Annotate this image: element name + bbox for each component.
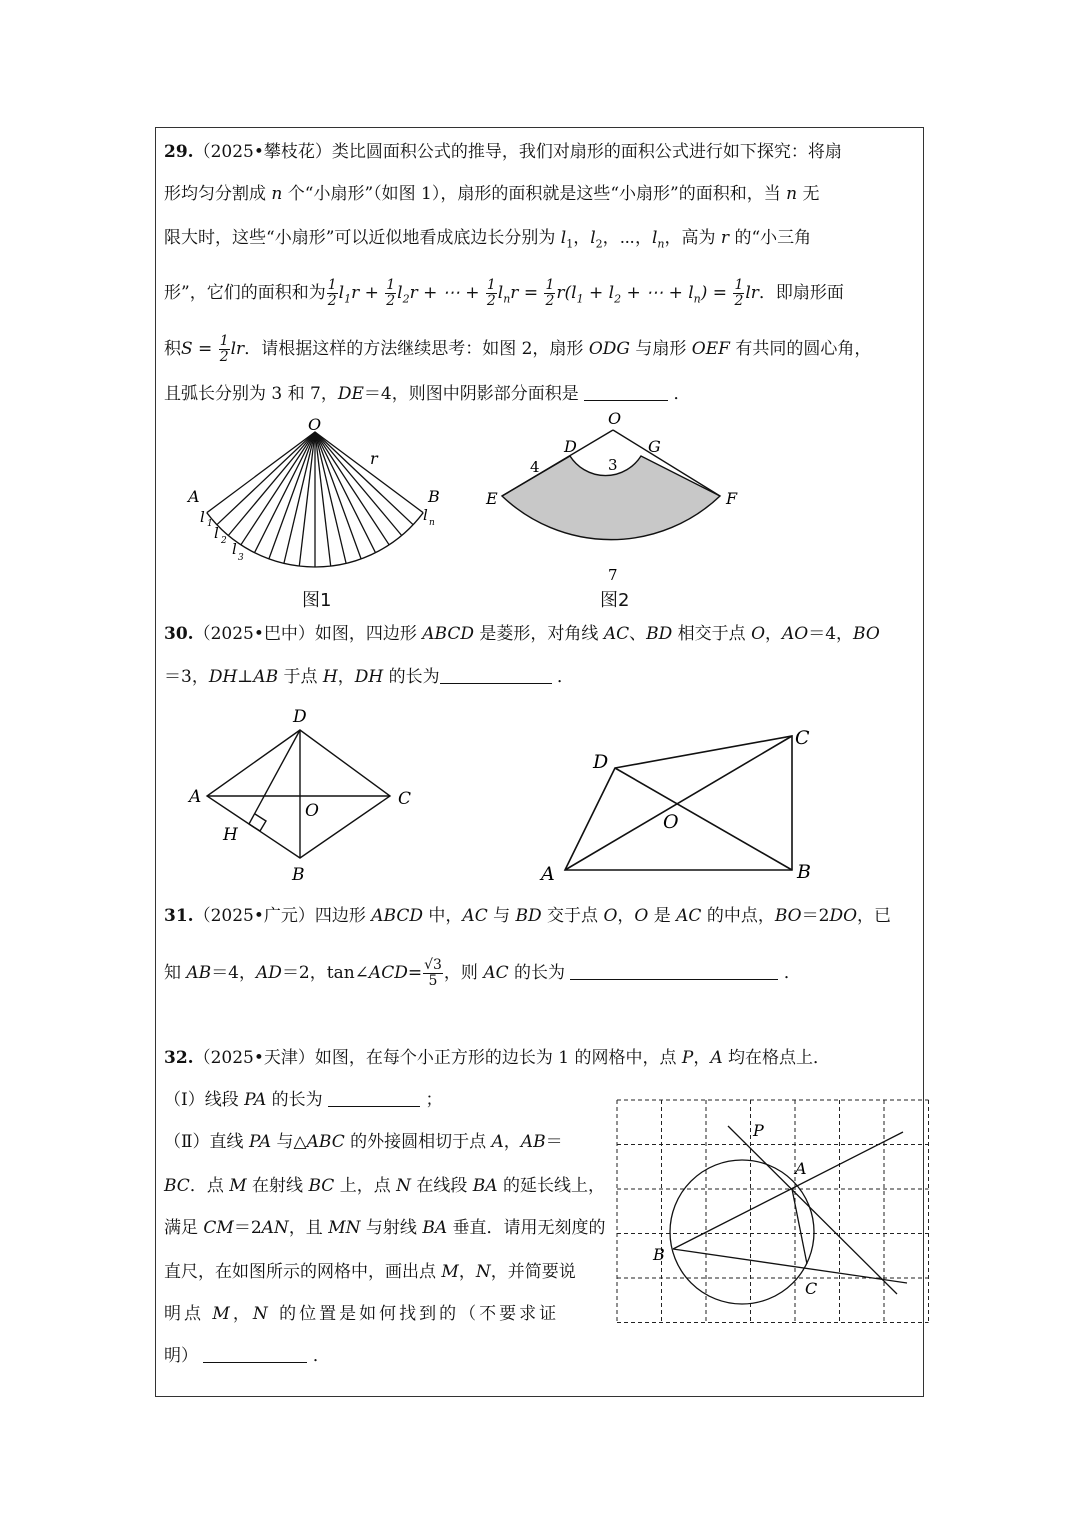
fig1-label-a: A bbox=[188, 487, 200, 506]
q29-formula: $\frac{1}{2}$ $l_1r$ + $\frac{1}{2}$ $l_2r$ + ⋯ + $\frac{1}{2}$ $l_nr$ = $\frac{1}{2}$ $r(l_1 + l_2$ + ⋯ + $l_n$) = $\frac{1}{2}$ lr bbox=[327, 277, 759, 309]
q32-part1 bbox=[164, 1090, 443, 1110]
q32-text: ； bbox=[425, 1090, 443, 1110]
q32-text: 直尺，在如图所示的网格中，画出点 bbox=[164, 1262, 442, 1282]
q31-text: 中， bbox=[423, 906, 463, 926]
q30-text: ， bbox=[765, 624, 782, 644]
q31-var: DO bbox=[829, 906, 858, 926]
q30l-label-b: B bbox=[292, 865, 305, 885]
q30-source: （2025•巴中） bbox=[193, 624, 315, 644]
q32-var: M bbox=[229, 1176, 247, 1196]
q32-var: BC bbox=[308, 1176, 335, 1196]
fig1-sub-3: 3 bbox=[238, 553, 244, 563]
q31-text: 的中点， bbox=[701, 906, 775, 926]
fig1-label-l3: l bbox=[232, 540, 237, 558]
q30r-label-b: B bbox=[797, 861, 811, 883]
fig1-radius bbox=[315, 432, 402, 536]
fig2-label-inner-arc: 3 bbox=[608, 456, 618, 474]
q29-figure-2 bbox=[480, 410, 750, 585]
q32-text: 明） bbox=[164, 1346, 198, 1366]
q32-text: ， bbox=[503, 1132, 521, 1152]
grid-label-p: P bbox=[753, 1121, 764, 1140]
fig2-label-g: G bbox=[648, 437, 661, 456]
q30r-label-d: D bbox=[593, 751, 609, 773]
q30l-label-o: O bbox=[305, 801, 319, 821]
q31-text: ＝2 bbox=[801, 906, 830, 926]
q30-var: DH bbox=[208, 667, 238, 687]
q31-line1 bbox=[164, 906, 891, 926]
fig1-radius bbox=[217, 432, 315, 525]
q32-text: 与△ bbox=[271, 1132, 307, 1152]
q29-line3: 限大时，这些“小扇形”可以近似地看成底边长分别为 $l_1$，$l_2$，⋯，$l_n$，高为 r 的“小三角 bbox=[164, 228, 812, 251]
q31-text: ＝2，tan∠ bbox=[281, 963, 369, 983]
q30-answer-blank[interactable] bbox=[440, 667, 552, 684]
q29-text: ， bbox=[573, 228, 591, 248]
q30-var: DH bbox=[354, 667, 384, 687]
q32-text: 垂直．请用无刻度的 bbox=[447, 1218, 606, 1238]
q32-var: MN bbox=[328, 1218, 361, 1238]
q32-text: ， bbox=[693, 1048, 711, 1068]
q32-var: PA bbox=[248, 1132, 272, 1152]
q29-text: ． bbox=[673, 384, 691, 404]
fig2-label-outer-arc: 7 bbox=[608, 566, 618, 584]
q29-line5 bbox=[164, 334, 871, 365]
q32-var: CM bbox=[203, 1218, 234, 1238]
q32-text: 满足 bbox=[164, 1218, 204, 1238]
q32-var: M bbox=[212, 1304, 233, 1324]
q29-var: OEF bbox=[691, 339, 730, 359]
fig2-caption: 图2 bbox=[600, 590, 630, 611]
q31-number: 31. bbox=[164, 906, 194, 926]
q32-part5 bbox=[164, 1262, 576, 1282]
q32-line1 bbox=[164, 1048, 830, 1068]
q29-var: n bbox=[786, 184, 798, 204]
q31-text: 与 bbox=[487, 906, 516, 926]
q29-text: 类比圆面积公式的推导，我们对扇形的面积公式进行如下探究：将扇 bbox=[331, 142, 842, 162]
q29-text: 的“小三角 bbox=[729, 228, 812, 248]
q32-part7 bbox=[164, 1346, 330, 1366]
q29-var: ODG bbox=[588, 339, 630, 359]
q30-line2 bbox=[164, 667, 574, 687]
q31-text: 四边形 bbox=[314, 906, 372, 926]
q30r-label-o: O bbox=[663, 811, 679, 833]
fig1-label-l1: l bbox=[200, 508, 205, 526]
q29-text: 无 bbox=[797, 184, 820, 204]
q31-var: O bbox=[603, 906, 618, 926]
q29-text: 有共同的圆心角， bbox=[729, 339, 872, 359]
q32-answer-blank-2[interactable] bbox=[203, 1346, 307, 1363]
q32-text: 的外接圆相切于点 bbox=[344, 1132, 492, 1152]
q31-text: = bbox=[407, 963, 423, 983]
q32-text: （Ⅱ）直线 bbox=[164, 1132, 249, 1152]
q31-text: 知 bbox=[164, 963, 187, 983]
q29-text: 形均匀分割成 bbox=[164, 184, 272, 204]
circumcircle bbox=[670, 1160, 814, 1304]
q30-text: 是菱形，对角线 bbox=[474, 624, 604, 644]
q31-line2 bbox=[164, 958, 801, 989]
q32-text: 的位置是如何找到的（不要求证 bbox=[270, 1304, 560, 1324]
q31-var: AC bbox=[676, 906, 702, 926]
q32-text: （Ⅰ）线段 bbox=[164, 1090, 245, 1110]
fig1-radius bbox=[315, 432, 413, 525]
q32-var: A bbox=[710, 1048, 723, 1068]
fig2-label-side: 4 bbox=[530, 458, 540, 476]
q31-var: O bbox=[634, 906, 649, 926]
q32-text: ， bbox=[458, 1262, 476, 1282]
q29-answer-blank[interactable] bbox=[584, 384, 668, 401]
q32-text: 上，点 bbox=[334, 1176, 397, 1196]
q31-denominator: 5 bbox=[428, 973, 438, 989]
q29-text: ＝4，则图中阴影部分面积是 bbox=[363, 384, 585, 404]
q30-text: ， bbox=[337, 667, 355, 687]
q30-text: 、 bbox=[629, 624, 647, 644]
fig1-caption: 图1 bbox=[302, 590, 332, 611]
q32-text: 明点 bbox=[164, 1304, 213, 1324]
q30-text: ＝3， bbox=[164, 667, 209, 687]
right-angle-mark bbox=[249, 814, 266, 831]
q29-var: n bbox=[271, 184, 283, 204]
q32-part4 bbox=[164, 1218, 606, 1238]
q30-var: H bbox=[322, 667, 338, 687]
line-ba-extended bbox=[673, 1132, 903, 1249]
q32-text: 的长为 bbox=[266, 1090, 329, 1110]
q31-answer-blank[interactable] bbox=[570, 963, 778, 980]
fig1-label-r: r bbox=[370, 449, 378, 468]
fig1-label-o: O bbox=[308, 415, 322, 434]
q29-source: （2025•攀枝花） bbox=[193, 142, 332, 162]
q31-numerator: √3 bbox=[424, 957, 442, 973]
q32-answer-blank-1[interactable] bbox=[328, 1090, 420, 1107]
q30-text: 于点 bbox=[278, 667, 323, 687]
q29-line6 bbox=[164, 384, 691, 404]
q31-tan-fraction bbox=[423, 958, 443, 989]
q31-text: 是 bbox=[648, 906, 677, 926]
grid-label-b: B bbox=[653, 1245, 665, 1264]
q32-text: ，且 bbox=[288, 1218, 329, 1238]
q30-line1 bbox=[164, 624, 880, 644]
q29-text: 积 bbox=[164, 339, 181, 359]
q31-var: AC bbox=[462, 906, 488, 926]
fig1-radius bbox=[315, 432, 376, 553]
q29-text: 且弧长分别为 3 和 7， bbox=[164, 384, 338, 404]
q32-var: ABC bbox=[306, 1132, 345, 1152]
q32-text: ． bbox=[312, 1346, 330, 1366]
segment-ac bbox=[792, 1189, 807, 1264]
q29-line2 bbox=[164, 184, 820, 204]
q32-source: （2025•天津） bbox=[193, 1048, 315, 1068]
q29-line1 bbox=[164, 142, 842, 162]
q30r-label-c: C bbox=[795, 727, 810, 749]
q32-text: 与射线 bbox=[360, 1218, 423, 1238]
fig1-sub-1: 1 bbox=[207, 519, 213, 529]
q30l-label-h: H bbox=[223, 825, 238, 845]
fig2-label-e: E bbox=[486, 489, 498, 508]
q32-text: ，并简要说 bbox=[490, 1262, 576, 1282]
q32-var: BA bbox=[472, 1176, 498, 1196]
q30-var: AC bbox=[603, 624, 630, 644]
grid-label-c: C bbox=[805, 1279, 818, 1298]
fig1-sub-n: n bbox=[429, 518, 435, 528]
q30-var: ABCD bbox=[422, 624, 475, 644]
altitude-dh bbox=[249, 730, 300, 824]
fig1-radius bbox=[228, 432, 315, 536]
q31-text: 的长为 bbox=[508, 963, 571, 983]
q32-part3 bbox=[164, 1176, 605, 1196]
q32-var: P bbox=[681, 1048, 694, 1068]
q31-var: ABCD bbox=[371, 906, 424, 926]
q32-var: AB bbox=[520, 1132, 546, 1152]
q29-text: ．请根据这样的方法继续思考：如图 2，扇形 bbox=[244, 339, 589, 359]
q32-text: ．点 bbox=[189, 1176, 230, 1196]
q32-text: ＝ bbox=[545, 1132, 563, 1152]
q30l-label-a: A bbox=[189, 787, 202, 807]
q29-text: ，高为 bbox=[664, 228, 721, 248]
q30-text: 的长为 bbox=[383, 667, 440, 687]
q32-var: PA bbox=[244, 1090, 267, 1110]
q30-var: BO bbox=[853, 624, 880, 644]
q32-var: AN bbox=[261, 1218, 289, 1238]
q30-quadrilateral-figure bbox=[535, 720, 835, 890]
q32-text: ＝2 bbox=[233, 1218, 262, 1238]
q30-number: 30. bbox=[164, 624, 194, 644]
q29-text: 限大时，这些“小扇形”可以近似地看成底边长分别为 bbox=[164, 228, 561, 248]
q31-text: ． bbox=[783, 963, 801, 983]
fig1-label-b: B bbox=[428, 487, 440, 506]
q32-var: BC bbox=[164, 1176, 190, 1196]
q29-var: l bbox=[590, 228, 596, 248]
q31-var: AC bbox=[483, 963, 509, 983]
q32-number: 32. bbox=[164, 1048, 194, 1068]
q31-source: （2025•广元） bbox=[193, 906, 315, 926]
q29-line4 bbox=[164, 278, 844, 309]
q32-text: 均在格点上． bbox=[722, 1048, 831, 1068]
q30-text: ＝4， bbox=[808, 624, 854, 644]
q30-var: AB bbox=[253, 667, 279, 687]
q32-var: BA bbox=[422, 1218, 448, 1238]
q30-var: AO bbox=[782, 624, 809, 644]
q29-var: l bbox=[560, 228, 567, 248]
q32-part2 bbox=[164, 1132, 563, 1152]
q32-var: N bbox=[475, 1262, 491, 1282]
q30-var: O bbox=[751, 624, 765, 644]
fig1-label-l2: l bbox=[214, 524, 219, 542]
q32-var: M bbox=[441, 1262, 459, 1282]
q29-number: 29. bbox=[164, 142, 194, 162]
fig2-label-f: F bbox=[726, 489, 738, 508]
q31-var: AB bbox=[186, 963, 212, 983]
diagonal-bd-2 bbox=[615, 768, 792, 870]
fig1-radius bbox=[255, 432, 316, 553]
q31-text: ＝4， bbox=[211, 963, 257, 983]
q31-var: BO bbox=[774, 906, 802, 926]
q30-rhombus-figure bbox=[185, 700, 425, 890]
fig2-label-o: O bbox=[608, 409, 622, 428]
q32-grid-figure bbox=[615, 1098, 925, 1323]
q31-text: 交于点 bbox=[541, 906, 604, 926]
q32-text: 的延长线上， bbox=[497, 1176, 605, 1196]
q30-text: 相交于点 bbox=[672, 624, 752, 644]
grid-label-a: A bbox=[795, 1159, 807, 1178]
q31-var: ACD bbox=[368, 963, 408, 983]
q31-text: ，已 bbox=[857, 906, 892, 926]
q29-text: 与扇形 bbox=[629, 339, 692, 359]
q32-var: N bbox=[396, 1176, 411, 1196]
q32-text: 如图，在每个小正方形的边长为 1 的网格中，点 bbox=[314, 1048, 682, 1068]
q30r-label-a: A bbox=[541, 863, 555, 885]
q29-figure-1 bbox=[180, 410, 460, 580]
q30-text: ⊥ bbox=[237, 667, 254, 687]
q29-var: l bbox=[651, 228, 658, 248]
q30-var: BD bbox=[646, 624, 673, 644]
q30l-label-d: D bbox=[293, 707, 307, 727]
q31-var: AD bbox=[256, 963, 282, 983]
fig2-label-d: D bbox=[564, 437, 577, 456]
q32-text: 在射线 bbox=[246, 1176, 309, 1196]
q32-var: N bbox=[252, 1304, 271, 1324]
q31-text: ，则 bbox=[443, 963, 484, 983]
q32-var: A bbox=[491, 1132, 504, 1152]
q32-part6 bbox=[164, 1304, 559, 1324]
q29-area-formula: S = $\frac{1}{2}$ lr bbox=[181, 333, 245, 365]
q29-text: 形”，它们的面积和为 bbox=[164, 283, 326, 303]
q29-text: ，⋯， bbox=[602, 228, 652, 248]
q30-text: 如图，四边形 bbox=[314, 624, 423, 644]
q30l-label-c: C bbox=[398, 789, 412, 809]
q31-text: ， bbox=[617, 906, 635, 926]
q32-text: 在线段 bbox=[410, 1176, 473, 1196]
fig1-sub-2: 2 bbox=[221, 536, 227, 546]
q29-text: ．即扇形面 bbox=[758, 283, 844, 303]
q29-text: 个“小扇形”（如图 1），扇形的面积就是这些“小扇形”的面积和，当 bbox=[282, 184, 787, 204]
q31-var: BD bbox=[515, 906, 542, 926]
fig1-label-ln: l bbox=[423, 506, 428, 524]
q32-text: ， bbox=[232, 1304, 253, 1324]
q30-text: ． bbox=[557, 667, 574, 687]
q29-var: DE bbox=[337, 384, 364, 404]
q29-var: r bbox=[720, 228, 730, 248]
